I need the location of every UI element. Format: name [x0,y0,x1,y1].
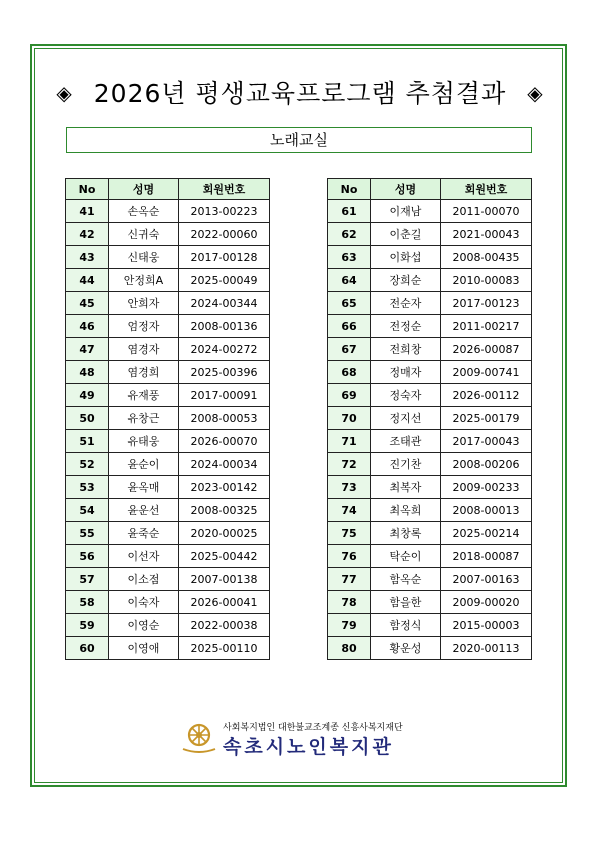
table-row [66,476,270,499]
member-id: 2026-00041 [179,591,270,614]
table-row [66,200,270,223]
member-id: 2017-00123 [441,292,532,315]
member-name: 최복자 [371,476,441,499]
table-row [328,223,532,246]
member-name: 정숙자 [371,384,441,407]
row-number: 74 [328,499,371,522]
member-id: 2025-00214 [441,522,532,545]
row-number: 69 [328,384,371,407]
header-member-id: 회원번호 [441,179,532,200]
row-number: 51 [66,430,109,453]
member-name: 신태웅 [109,246,179,269]
row-number: 73 [328,476,371,499]
member-id: 2024-00272 [179,338,270,361]
member-id: 2017-00091 [179,384,270,407]
row-number: 62 [328,223,371,246]
table-row [66,315,270,338]
table-row [66,430,270,453]
member-name: 이재남 [371,200,441,223]
member-name: 함을한 [371,591,441,614]
member-name: 황운성 [371,637,441,660]
member-name: 윤운선 [109,499,179,522]
table-row [328,338,532,361]
row-number: 46 [66,315,109,338]
member-id: 2026-00112 [441,384,532,407]
table-row [328,637,532,660]
row-number: 43 [66,246,109,269]
table-row [66,614,270,637]
row-number: 44 [66,269,109,292]
table-row [66,453,270,476]
member-name: 최옥희 [371,499,441,522]
member-name: 이춘길 [371,223,441,246]
member-id: 2024-00344 [179,292,270,315]
row-number: 67 [328,338,371,361]
member-name: 안정희A [109,269,179,292]
member-id: 2009-00020 [441,591,532,614]
member-name: 정매자 [371,361,441,384]
member-name: 탁순이 [371,545,441,568]
member-name: 함정식 [371,614,441,637]
table-row [328,200,532,223]
member-id: 2017-00043 [441,430,532,453]
member-name: 유태웅 [109,430,179,453]
member-name: 손옥순 [109,200,179,223]
row-number: 42 [66,223,109,246]
member-name: 염경희 [109,361,179,384]
member-id: 2026-00070 [179,430,270,453]
member-id: 2008-00325 [179,499,270,522]
row-number: 63 [328,246,371,269]
member-id: 2007-00138 [179,568,270,591]
table-row [66,499,270,522]
member-id: 2025-00049 [179,269,270,292]
member-name: 이소점 [109,568,179,591]
row-number: 52 [66,453,109,476]
diamond-left-icon: ◈ [56,81,73,105]
row-number: 68 [328,361,371,384]
table-row [328,430,532,453]
row-number: 59 [66,614,109,637]
member-name: 윤옥매 [109,476,179,499]
row-number: 65 [328,292,371,315]
member-id: 2008-00053 [179,407,270,430]
member-id: 2018-00087 [441,545,532,568]
row-number: 48 [66,361,109,384]
member-name: 신귀숙 [109,223,179,246]
table-row [66,637,270,660]
row-number: 78 [328,591,371,614]
table-row [328,361,532,384]
member-id: 2008-00206 [441,453,532,476]
table-header-row [328,179,532,200]
page-title [0,74,600,110]
roster-table-right [327,178,532,660]
member-id: 2021-00043 [441,223,532,246]
table-row [66,591,270,614]
table-row [328,407,532,430]
row-number: 41 [66,200,109,223]
table-row [66,269,270,292]
table-row [328,522,532,545]
member-id: 2020-00025 [179,522,270,545]
member-id: 2011-00217 [441,315,532,338]
table-row [66,223,270,246]
member-name: 이숙자 [109,591,179,614]
row-number: 75 [328,522,371,545]
member-name: 안희자 [109,292,179,315]
member-name: 전순자 [371,292,441,315]
row-number: 50 [66,407,109,430]
table-row [328,292,532,315]
row-number: 77 [328,568,371,591]
member-id: 2022-00038 [179,614,270,637]
header-name: 성명 [109,179,179,200]
table-row [66,384,270,407]
table-row [328,315,532,338]
roster-table-left [65,178,270,660]
table-row [328,499,532,522]
table-row [328,591,532,614]
row-number: 79 [328,614,371,637]
table-row [66,361,270,384]
member-id: 2020-00113 [441,637,532,660]
member-id: 2025-00179 [441,407,532,430]
row-number: 70 [328,407,371,430]
table-row [328,545,532,568]
table-header-row [66,179,270,200]
member-id: 2008-00013 [441,499,532,522]
member-name: 함옥순 [371,568,441,591]
row-number: 55 [66,522,109,545]
table-row [328,476,532,499]
row-number: 66 [328,315,371,338]
member-id: 2013-00223 [179,200,270,223]
member-id: 2025-00396 [179,361,270,384]
table-row [328,384,532,407]
member-name: 엄정자 [109,315,179,338]
page-title-text: 2026년 평생교육프로그램 추첨결과 [93,79,507,108]
table-row [66,292,270,315]
member-name: 염경자 [109,338,179,361]
row-number: 53 [66,476,109,499]
row-number: 45 [66,292,109,315]
table-row [66,522,270,545]
member-name: 최창록 [371,522,441,545]
member-name: 조태관 [371,430,441,453]
member-id: 2024-00034 [179,453,270,476]
row-number: 47 [66,338,109,361]
table-row [328,453,532,476]
member-id: 2023-00142 [179,476,270,499]
member-name: 전정순 [371,315,441,338]
table-row [328,269,532,292]
table-row [328,246,532,269]
row-number: 76 [328,545,371,568]
table-row [66,407,270,430]
member-name: 전희창 [371,338,441,361]
member-id: 2025-00110 [179,637,270,660]
table-row [66,545,270,568]
member-name: 윤죽순 [109,522,179,545]
row-number: 80 [328,637,371,660]
member-id: 2022-00060 [179,223,270,246]
row-number: 71 [328,430,371,453]
member-name: 유창근 [109,407,179,430]
row-number: 49 [66,384,109,407]
member-name: 정지선 [371,407,441,430]
member-name: 이영애 [109,637,179,660]
row-number: 72 [328,453,371,476]
member-name: 장희순 [371,269,441,292]
foundation-name: 사회복지법인 대한불교조계종 신흥사복지재단 [223,723,403,733]
class-name-banner [66,127,532,153]
header-name: 성명 [371,179,441,200]
member-name: 진기찬 [371,453,441,476]
member-id: 2011-00070 [441,200,532,223]
member-id: 2026-00087 [441,338,532,361]
row-number: 64 [328,269,371,292]
member-id: 2015-00003 [441,614,532,637]
table-row [66,568,270,591]
member-id: 2008-00136 [179,315,270,338]
member-name: 이화섭 [371,246,441,269]
table-row [328,614,532,637]
member-id: 2009-00233 [441,476,532,499]
header-no: No [66,179,109,200]
member-name: 유재풍 [109,384,179,407]
member-name: 윤순이 [109,453,179,476]
row-number: 58 [66,591,109,614]
class-name: 노래교실 [270,131,328,149]
row-number: 61 [328,200,371,223]
organization-name: 속초시노인복지관 [223,736,394,758]
member-id: 2009-00741 [441,361,532,384]
diamond-right-icon: ◈ [527,81,544,105]
dharma-wheel-logo-icon [181,722,217,754]
member-id: 2017-00128 [179,246,270,269]
table-row [66,246,270,269]
row-number: 56 [66,545,109,568]
member-id: 2010-00083 [441,269,532,292]
member-name: 이영순 [109,614,179,637]
row-number: 57 [66,568,109,591]
header-member-id: 회원번호 [179,179,270,200]
header-no: No [328,179,371,200]
member-id: 2007-00163 [441,568,532,591]
member-name: 이선자 [109,545,179,568]
member-id: 2008-00435 [441,246,532,269]
table-row [328,568,532,591]
member-id: 2025-00442 [179,545,270,568]
row-number: 60 [66,637,109,660]
table-row [66,338,270,361]
row-number: 54 [66,499,109,522]
